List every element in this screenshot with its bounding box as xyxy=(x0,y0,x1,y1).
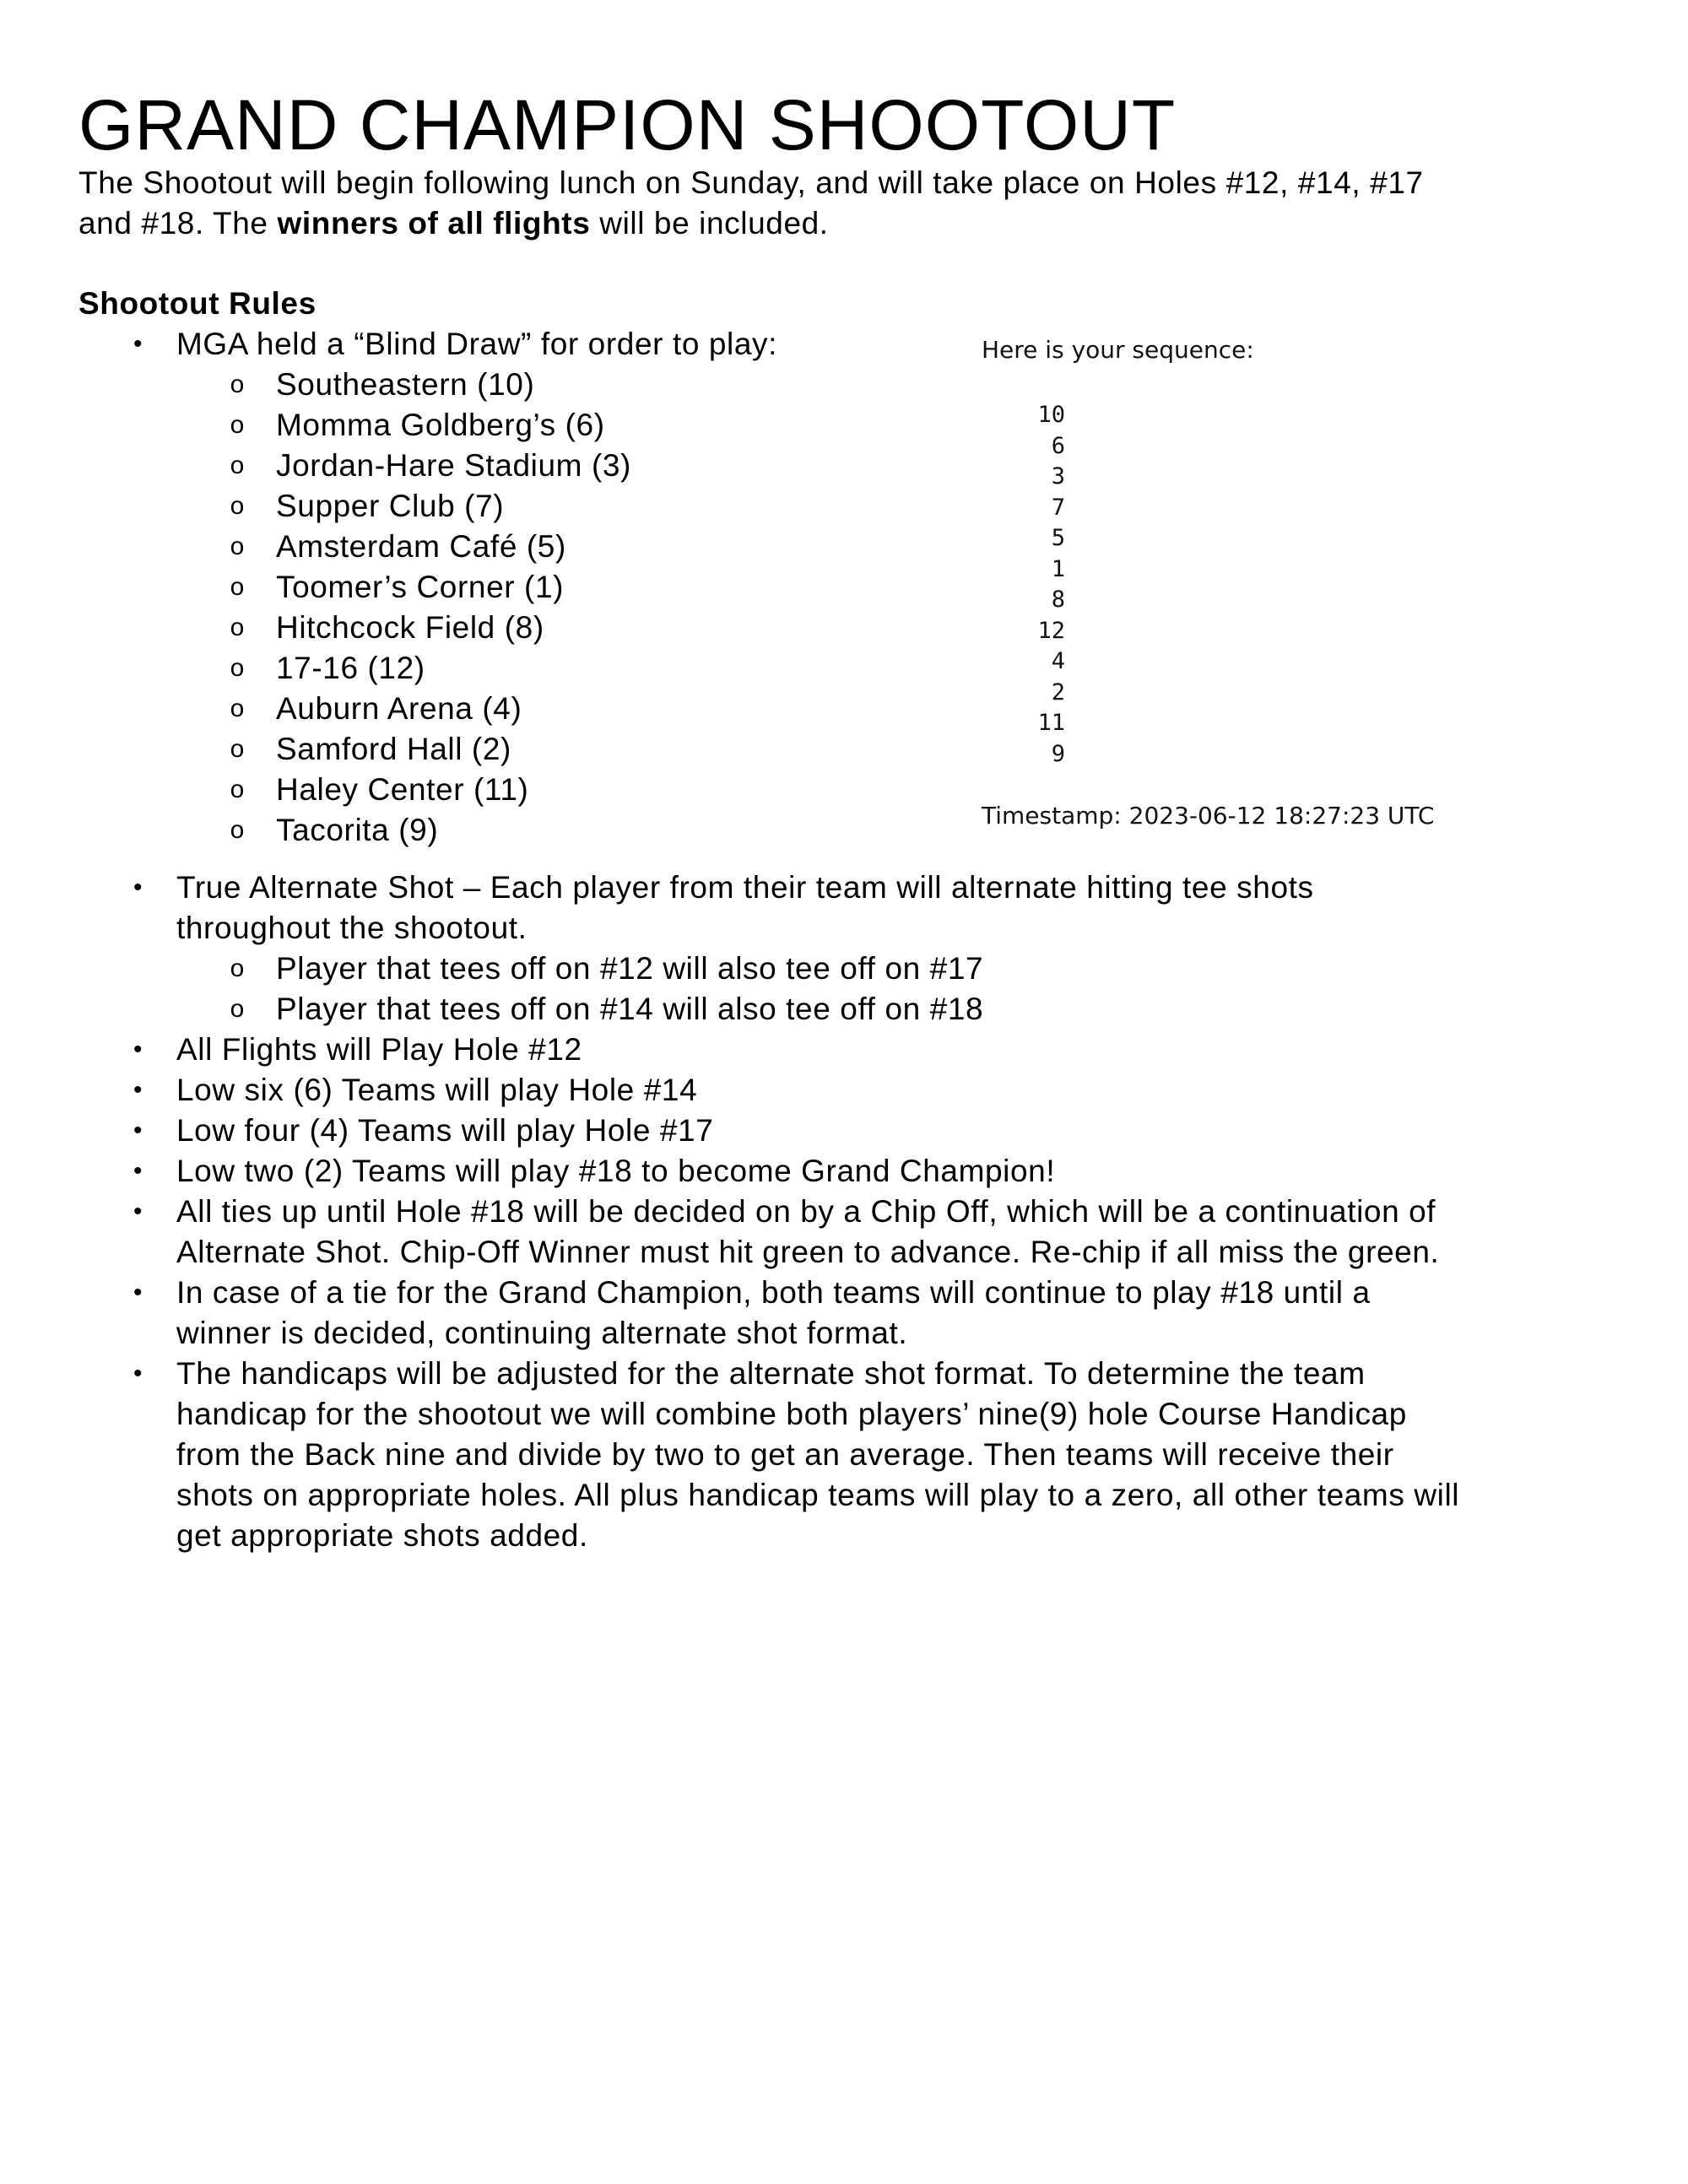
intro-line-1: The Shootout will begin following lunch on Sunday, and will take place on Holes #12, #14, #17 xyxy=(78,165,1424,200)
sub-bullet-icon: o xyxy=(230,777,246,806)
draw-order-item: Hitchcock Field (8) xyxy=(276,610,544,645)
sequence-number: 2 xyxy=(1051,678,1065,705)
alternate-shot-text: True Alternate Shot – Each player from their team will alternate hitting tee shots xyxy=(176,870,1314,905)
sub-bullet-icon: o xyxy=(230,453,246,482)
draw-order-item: Haley Center (11) xyxy=(276,772,529,807)
sub-bullet-icon: o xyxy=(230,997,246,1025)
sequence-number: 8 xyxy=(1051,587,1065,613)
bullet-icon: • xyxy=(133,330,143,358)
rule-text: handicap for the shootout we will combine both players’ nine(9) hole Course Handicap xyxy=(176,1397,1407,1431)
rule-text: Low four (4) Teams will play Hole #17 xyxy=(176,1113,714,1148)
alternate-shot-sub-item: Player that tees off on #14 will also tee off on #18 xyxy=(276,992,984,1026)
rule-text: Low two (2) Teams will play #18 to become Grand Champion! xyxy=(176,1154,1056,1188)
rule-text: winner is decided, continuing alternate shot format. xyxy=(176,1316,908,1350)
page-title: GRAND CHAMPION SHOOTOUT xyxy=(78,85,1177,165)
rule-text: The handicaps will be adjusted for the alternate shot format. To determine the team xyxy=(176,1356,1366,1391)
sub-bullet-icon: o xyxy=(230,372,246,401)
sequence-number: 5 xyxy=(1051,525,1065,551)
alternate-shot-sub-item: Player that tees off on #12 will also tee off on #17 xyxy=(276,951,984,986)
rule-text: Alternate Shot. Chip-Off Winner must hit green to advance. Re-chip if all miss the green. xyxy=(176,1235,1440,1269)
alternate-shot-text: throughout the shootout. xyxy=(176,911,528,945)
intro-bold-text: winners of all flights xyxy=(277,206,591,241)
sub-bullet-icon: o xyxy=(230,575,246,603)
sequence-number: 1 xyxy=(1051,555,1065,582)
bullet-icon: • xyxy=(133,1360,143,1387)
draw-order-item: Tacorita (9) xyxy=(276,813,439,847)
sequence-timestamp: Timestamp: 2023-06-12 18:27:23 UTC xyxy=(982,802,1435,830)
bullet-icon: • xyxy=(133,873,143,901)
draw-order-item: Amsterdam Café (5) xyxy=(276,529,566,564)
rule-text: get appropriate shots added. xyxy=(176,1518,588,1553)
sub-bullet-icon: o xyxy=(230,737,246,765)
draw-order-item: 17-16 (12) xyxy=(276,651,425,685)
bullet-icon: • xyxy=(133,1157,143,1185)
sub-bullet-icon: o xyxy=(230,818,246,846)
intro-text: and #18. The xyxy=(78,206,278,241)
sequence-number: 11 xyxy=(1037,710,1065,736)
draw-order-item: Supper Club (7) xyxy=(276,489,505,523)
sub-bullet-icon: o xyxy=(230,534,246,563)
sequence-heading: Here is your sequence: xyxy=(982,336,1254,364)
sequence-number: 12 xyxy=(1037,617,1065,644)
bullet-icon: • xyxy=(133,1035,143,1063)
draw-order-item: Samford Hall (2) xyxy=(276,732,511,766)
bullet-icon: • xyxy=(133,1076,143,1104)
rule-text: from the Back nine and divide by two to get an average. Then teams will receive their xyxy=(176,1437,1394,1472)
intro-line-2 xyxy=(78,203,829,244)
sequence-number: 6 xyxy=(1051,432,1065,459)
sequence-number: 7 xyxy=(1051,494,1065,521)
sub-bullet-icon: o xyxy=(230,413,246,441)
sub-bullet-icon: o xyxy=(230,696,246,725)
sub-bullet-icon: o xyxy=(230,615,246,644)
draw-order-item: Momma Goldberg’s (6) xyxy=(276,408,605,442)
sub-bullet-icon: o xyxy=(230,656,246,684)
draw-order-item: Auburn Arena (4) xyxy=(276,691,522,726)
sequence-number: 10 xyxy=(1037,402,1065,428)
sub-bullet-icon: o xyxy=(230,494,246,522)
draw-order-item: Toomer’s Corner (1) xyxy=(276,570,565,604)
rule-text: All Flights will Play Hole #12 xyxy=(176,1032,582,1067)
draw-order-item: Jordan-Hare Stadium (3) xyxy=(276,448,631,483)
rule-text: All ties up until Hole #18 will be decided on by a Chip Off, which will be a continuation of xyxy=(176,1194,1436,1229)
blind-draw-label: MGA held a “Blind Draw” for order to play: xyxy=(176,327,778,361)
sequence-number: 9 xyxy=(1051,740,1065,767)
bullet-icon: • xyxy=(133,1279,143,1306)
intro-text: will be included. xyxy=(590,206,829,241)
rule-text: In case of a tie for the Grand Champion, both teams will continue to play #18 until a xyxy=(176,1275,1371,1310)
sequence-number: 4 xyxy=(1051,648,1065,674)
draw-order-item: Southeastern (10) xyxy=(276,367,535,402)
rule-text: shots on appropriate holes. All plus handicap teams will play to a zero, all other teams will xyxy=(176,1478,1460,1512)
rules-heading: Shootout Rules xyxy=(78,286,316,321)
rule-text: Low six (6) Teams will play Hole #14 xyxy=(176,1073,698,1107)
sequence-number: 3 xyxy=(1051,463,1065,489)
bullet-icon: • xyxy=(133,1116,143,1144)
bullet-icon: • xyxy=(133,1197,143,1225)
sub-bullet-icon: o xyxy=(230,956,246,985)
